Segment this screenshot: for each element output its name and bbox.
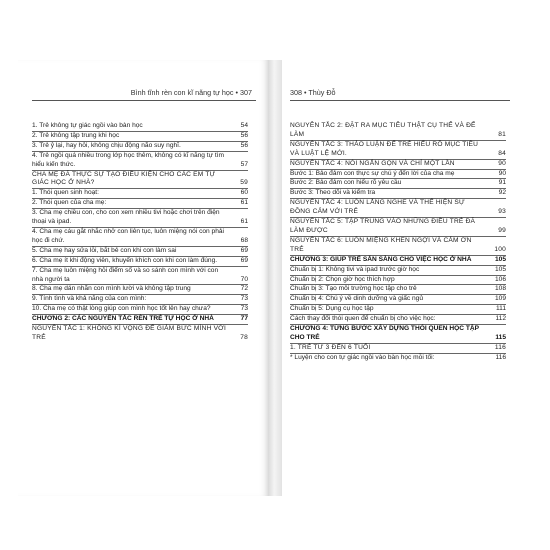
right-page-header: 308 • Thùy Đỗ [290,88,336,97]
toc-chapter-entry [290,324,506,343]
right-page [282,60,530,496]
toc-entry-title: NGUYÊN TẮC 6: LUÔN MIỆNG KHEN NGỢI VÀ CẢM ƠN TRẺ [290,236,472,253]
book-gutter [268,60,282,496]
toc-page-number: 77 [240,315,248,323]
toc-entry [290,140,506,159]
toc-entry [32,304,248,314]
toc-entry [290,188,506,198]
toc-page-number: 92 [498,189,506,197]
toc-entry-title: Bước 1: Bảo đảm con thực sự chú ý đến lời của cha mẹ [290,169,455,177]
toc-page-number: 70 [240,275,248,283]
toc-entry [32,256,248,266]
toc-entry [32,170,248,189]
toc-entry-title: 2. Thói quen của cha mẹ: [32,199,107,207]
toc-page-number: 72 [240,285,248,293]
toc-entry [290,343,506,353]
toc-entry [290,159,506,169]
toc-entry [290,304,506,314]
toc-page-number: 81 [498,130,506,138]
toc-page-number: 111 [495,305,506,313]
toc-page-number: 105 [494,265,506,273]
toc-page-number: 90 [498,169,506,177]
toc-entry [32,227,248,246]
toc-entry-title: 2. Trẻ không tập trung khi học [32,131,120,139]
toc-entry [32,294,248,304]
right-toc [290,122,506,363]
toc-entry-title: 10. Cha mẹ có thật lòng giúp con mình học tốt lên hay chưa? [32,305,211,313]
toc-entry [32,246,248,256]
toc-entry-title: NGUYÊN TẮC 4: NÓI NGẮN GỌN VÀ CHỈ MỘT LẦN [290,159,455,167]
toc-page-number: 73 [240,305,248,313]
toc-entry [32,266,248,285]
toc-page-number: 69 [240,256,248,264]
toc-entry [290,122,506,140]
toc-entry-title: 9. Tính tình và khả năng của con mình: [32,295,147,303]
toc-entry [290,198,506,217]
toc-entry-title: 6. Cha mẹ ít khi động viên, khuyến khích con khi con làm đúng. [32,256,218,264]
toc-entry-title: 1. Thói quen sinh hoạt: [32,189,99,197]
toc-chapter-entry [32,314,248,324]
toc-entry-title: 3. Trẻ ỷ lại, hay hỏi, không chịu động não suy nghĩ. [32,141,181,149]
left-page [18,60,268,496]
toc-page-number: 105 [494,255,506,263]
toc-entry [290,169,506,179]
toc-entry [32,208,248,227]
toc-entry [290,294,506,304]
toc-page-number: 54 [240,122,248,129]
toc-page-number: 100 [494,245,506,253]
toc-entry [32,188,248,198]
toc-entry-title: NGUYÊN TẮC 2: ĐẶT RA MỤC TIÊU THẬT CỤ THỂ VÀ ĐỂ LÀM [290,122,476,138]
toc-entry-title: NGUYÊN TẮC 1: KHÔNG KÌ VỌNG ĐỂ GIẢM BỨC MÌNH VỚI TRẺ [32,325,227,341]
toc-page-number: 106 [494,275,506,283]
toc-entry-title: Chuẩn bị 1: Không tivi và ipad trước giờ học [290,265,420,273]
toc-entry [290,178,506,188]
toc-page-number: 57 [240,160,248,168]
toc-page-number: 84 [498,149,506,157]
toc-entry-title: 1. TRẺ TỪ 3 ĐẾN 6 TUỔI [290,343,371,351]
toc-entry-title: 3. Cha mẹ chiều con, cho con xem nhiều tivi hoặc chơi trên điện thoại và ipad. [32,209,220,226]
toc-entry [32,131,248,141]
toc-page-number: 69 [240,246,248,254]
left-page-header: Bình tĩnh rèn con kĩ năng tự học • 307 [130,88,252,97]
toc-entry-title: Bước 3: Theo dõi và kiểm tra [290,189,376,197]
toc-entry [32,151,248,170]
toc-page-number: 115 [495,333,506,341]
toc-chapter-entry [290,255,506,265]
toc-page-number: 116 [495,353,506,361]
toc-page-number: 78 [240,333,248,341]
left-toc [32,122,248,343]
header-rule [290,100,510,101]
toc-page-number: 59 [240,179,248,187]
toc-entry [290,236,506,255]
toc-page-number: 109 [494,295,506,303]
header-rule [32,100,256,101]
toc-entry [32,141,248,151]
toc-entry-title: CHƯƠNG 4: TỪNG BƯỚC XÂY DỰNG THÓI QUEN HỌC TẬP CHO TRẺ [290,325,479,341]
toc-entry-title: 4. Trẻ ngồi quá nhiều trong lớp học thêm, không có kĩ năng tự tìm hiểu kiến thức. [32,151,225,168]
toc-page-number: 116 [494,343,506,351]
toc-entry-title: 7. Cha mẹ luôn miệng hỏi điểm số và so sánh con mình với con nhà người ta [32,266,219,283]
toc-entry [290,353,506,363]
toc-entry-title: Bước 2: Bảo đảm con hiểu rõ yêu cầu [290,179,402,187]
toc-page-number: 61 [240,218,248,226]
toc-entry-title: CHƯƠNG 3: GIÚP TRẺ SẴN SÀNG CHO VIỆC HỌC Ở NHÀ [290,255,472,263]
toc-entry-title: NGUYÊN TẮC 3: THẢO LUẬN ĐỂ TRẺ HIỂU RÕ MỤC TIÊU VÀ LUẬT LỆ MỚI. [290,140,479,157]
toc-page-number: 61 [240,199,248,207]
toc-entry-title: NGUYÊN TẮC 5: TẬP TRUNG VÀO NHỮNG ĐIỀU TRẺ ĐÃ LÀM ĐƯỢC [290,218,476,234]
toc-entry [32,284,248,294]
toc-page-number: 68 [240,236,248,244]
toc-entry [290,217,506,236]
toc-entry [290,265,506,275]
toc-page-number: 108 [494,285,506,293]
toc-page-number: 56 [240,141,248,149]
toc-page-number: 73 [240,295,248,303]
toc-page-number: 99 [498,226,506,234]
toc-entry-title: Chuẩn bị 3: Tạo môi trường học tập cho trẻ [290,285,417,293]
toc-page-number: 112 [495,315,506,323]
toc-page-number: 90 [498,159,506,167]
toc-entry-title: 8. Cha mẹ dán nhãn con mình lười và không tập trung [32,285,191,293]
toc-entry-title: Chuẩn bị 4: Chú ý về dinh dưỡng và giấc ngủ [290,295,424,303]
toc-entry-title: * Luyện cho con tự giác ngồi vào bàn học mỗi tối: [290,353,435,361]
toc-page-number: 91 [498,179,506,187]
toc-entry [290,275,506,285]
toc-entry-title: 4. Cha mẹ cáu gắt nhắc nhở con liên tục, luôn miệng nói con phải học đi chứ. [32,227,225,244]
toc-entry [290,284,506,294]
toc-entry [32,198,248,208]
book-spread [18,60,530,496]
toc-entry-title: Chuẩn bị 5: Dụng cụ học tập [290,305,374,313]
toc-page-number: 93 [498,208,506,216]
toc-entry [32,122,248,131]
toc-entry-title: 1. Trẻ không tự giác ngồi vào bàn học [32,122,143,129]
toc-entry-title: CHA MẸ ĐÃ THỰC SỰ TẠO ĐIỀU KIỆN CHO CÁC EM TỰ GIÁC HỌC Ở NHÀ? [32,170,216,187]
toc-entry-title: Chuẩn bị 2: Chọn giờ học thích hợp [290,275,395,283]
toc-page-number: 60 [240,189,248,197]
toc-entry-title: NGUYÊN TẮC 4: LUÔN LẮNG NGHE VÀ THỂ HIỆN SỰ ĐỒNG CẢM VỚI TRẺ [290,199,465,216]
toc-entry-title: 5. Cha mẹ hay sửa lỗi, bắt bẻ con khi con làm sai [32,246,177,254]
toc-entry [290,314,506,324]
toc-entry-title: CHƯƠNG 2: CÁC NGUYÊN TẮC RÈN TRẺ TỰ HỌC Ở NHÀ [32,315,214,323]
toc-entry [32,324,248,343]
toc-page-number: 56 [240,131,248,139]
toc-entry-title: Cách thay đổi thói quen để chuẩn bị cho việc học: [290,315,436,323]
